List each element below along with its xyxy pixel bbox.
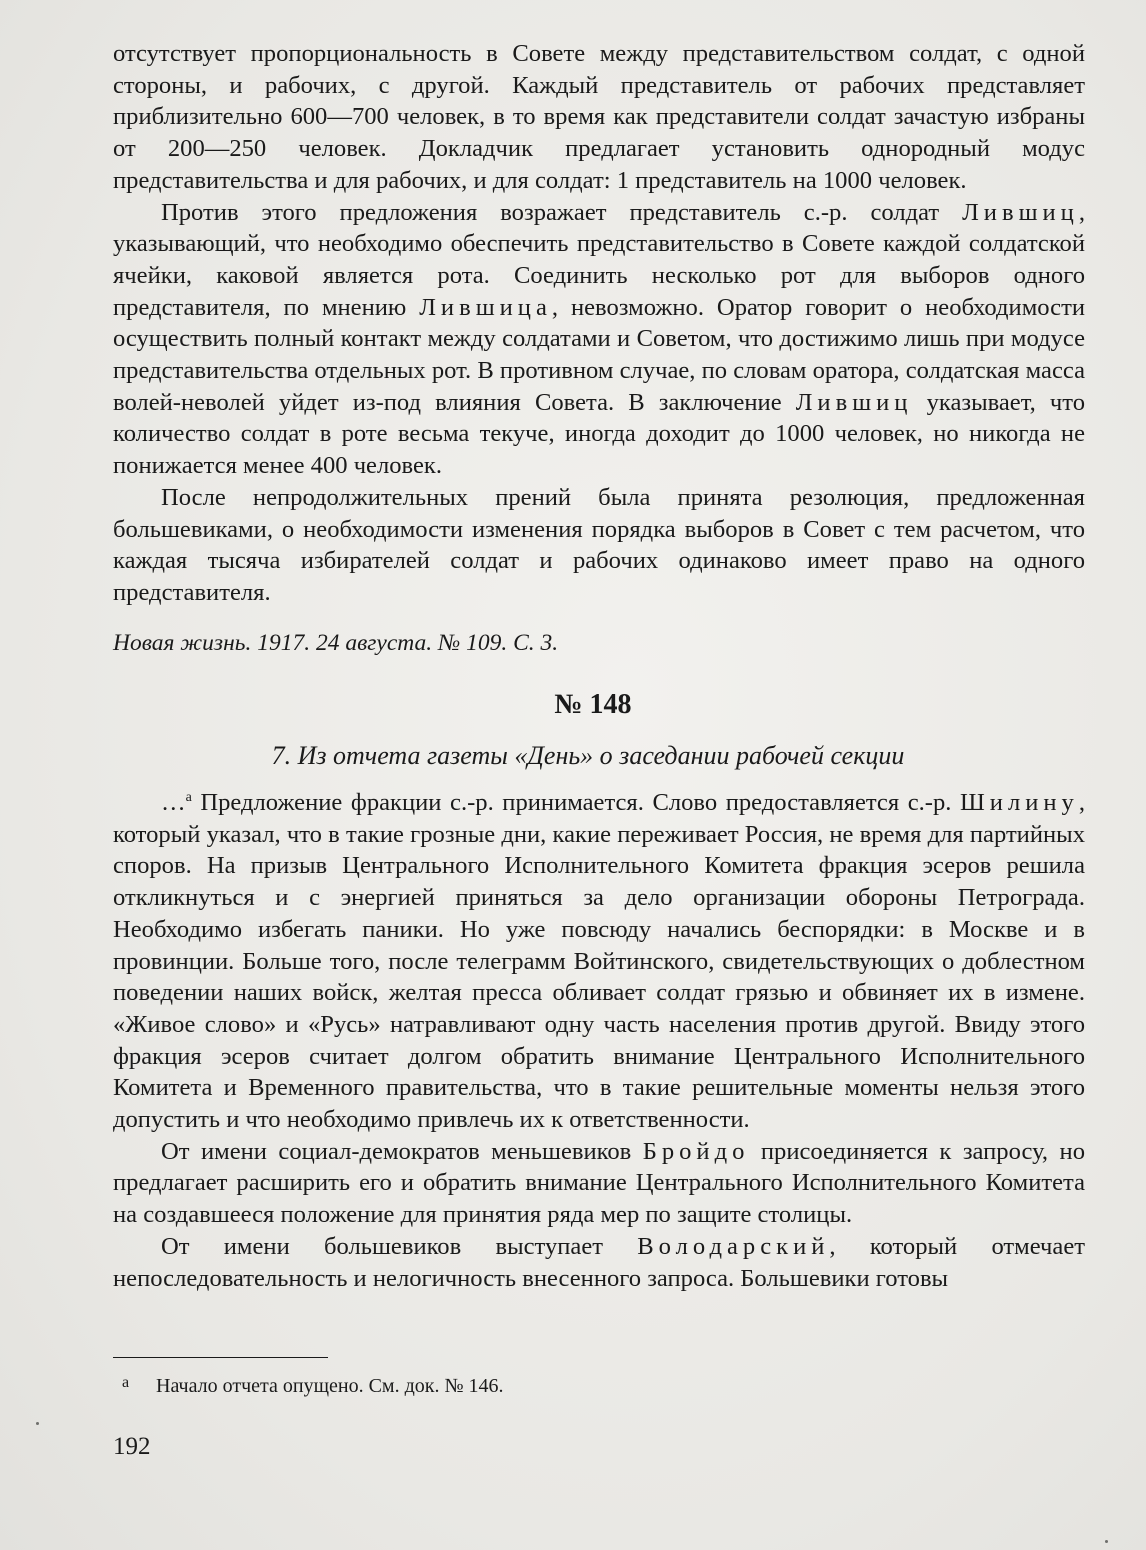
name-shilin: Шилину (959, 789, 1079, 816)
paragraph-2-text-1: Против этого предложения возражает представитель с.-р. солдат (161, 198, 963, 226)
paragraph-4-text-2: , который указал, что в такие грозные дни, какие переживает Россия, не время для партийных споров. На призыв Центрального Исполнительного Комитета фракция эсеров решила откликнуться и с энергией приняться за дело организации обороны Петрограда. Необходимо избегать паники. Но уже повсюду начались беспорядки: в Москве и в провинции. Больше того, после телеграмм Войтинского, свидетельствующих о доблестном поведении наших войск, желтая пресса обливает солдат грязью и обвиняет их в измене. «Живое слово» и «Русь» натравливают одну часть населения против другой. Ввиду этого фракция эсеров считает долгом обратить внимание Центрального Исполнительного Комитета и Временного правительства, что в такие решительные моменты нельзя этого допустить и что необходимо привлечь их к ответственности. (113, 789, 1085, 1134)
paragraph-2 (113, 197, 1085, 482)
document-title: 7. Из отчета газеты «День» о заседании рабочей секции (271, 741, 905, 770)
name-livshits-1: Лившиц (962, 198, 1079, 226)
footnote-divider (113, 1357, 328, 1358)
paragraph-5-text-2: присоединяется к запросу, но предлагает расширить его и обратить внимание Центрального Исполнительного Комитета на создавшееся положение для принятия ряда мер по защите столицы. (113, 1137, 1085, 1229)
paragraph-3: После непродолжительных прений была принята резолюция, предложенная большевиками, о необходимости изменения порядка выборов в Совет с тем расчетом, что каждая тысяча избирателей солдат и рабочих одинаково имеет право на одного представителя. (113, 483, 1085, 606)
main-text-bottom (113, 787, 1085, 1294)
paragraph-1: отсутствует пропорциональность в Совете между представительством солдат, с одной стороны, и рабочих, с другой. Каждый представитель от рабочих представляет приблизительно 600—700 человек, в то время как представители солдат зачастую избраны от 200—250 человек. Докладчик предлагает установить однородный модус представительства и для рабочих, и для солдат: 1 представитель на 1000 человек. (113, 40, 1085, 194)
name-volodarsky: Володарский (637, 1232, 830, 1260)
footnote-reference: а (185, 790, 192, 805)
name-livshits-2: Лившица (419, 293, 552, 321)
paragraph-4 (113, 787, 1085, 1136)
paragraph-2-text-3: , невозможно. Оратор говорит о необходимости осуществить полный контакт между солдатами и Советом, что достижимо лишь при модусе представительства отдельных рот. В противном случае, по словам оратора, солдатская масса волей-неволей уйдет из-под влияния Совета. В заключение (113, 293, 1085, 416)
paper-speck (36, 1422, 39, 1425)
footnote-mark: а (122, 1374, 130, 1391)
paragraph-6-text-1: От имени большевиков выступает (161, 1232, 638, 1260)
paragraph-5-text-1: От имени социал-демократов меньшевиков (161, 1137, 643, 1165)
paper-speck (1105, 1540, 1108, 1543)
ellipsis: … (161, 789, 186, 816)
name-broido: Бройдо (642, 1137, 750, 1165)
paragraph-4-text-1: Предложение фракции с.-р. принимается. Слово предоставляется с.-р. (191, 789, 960, 816)
footnote-text: Начало отчета опущено. См. док. № 146. (156, 1375, 504, 1397)
name-livshits-3: Лившиц (795, 388, 913, 416)
page-number: 192 (113, 1433, 151, 1460)
paragraph-2-text-2: , указывающий, что необходимо обеспечить представительство в Совете каждой солдатской ячейки, каковой является рота. Соединить несколько рот для выборов одного представителя, по мнению (113, 198, 1085, 321)
document-number: № 148 (554, 689, 632, 720)
paragraph-5 (113, 1136, 1085, 1231)
paragraph-6-text-2: , который отмечает непоследовательность и нелогичность внесенного запроса. Большевики готовы (113, 1232, 1085, 1292)
paragraph-6 (113, 1231, 1085, 1294)
source-citation: Новая жизнь. 1917. 24 августа. № 109. С. 3. (113, 630, 559, 656)
footnote (122, 1370, 504, 1399)
main-text-top (113, 38, 1085, 609)
paragraph-2-text-4: указывает, что количество солдат в роте весьма текуче, иногда доходит до 1000 человек, но никогда не понижается менее 400 человек. (113, 388, 1085, 480)
